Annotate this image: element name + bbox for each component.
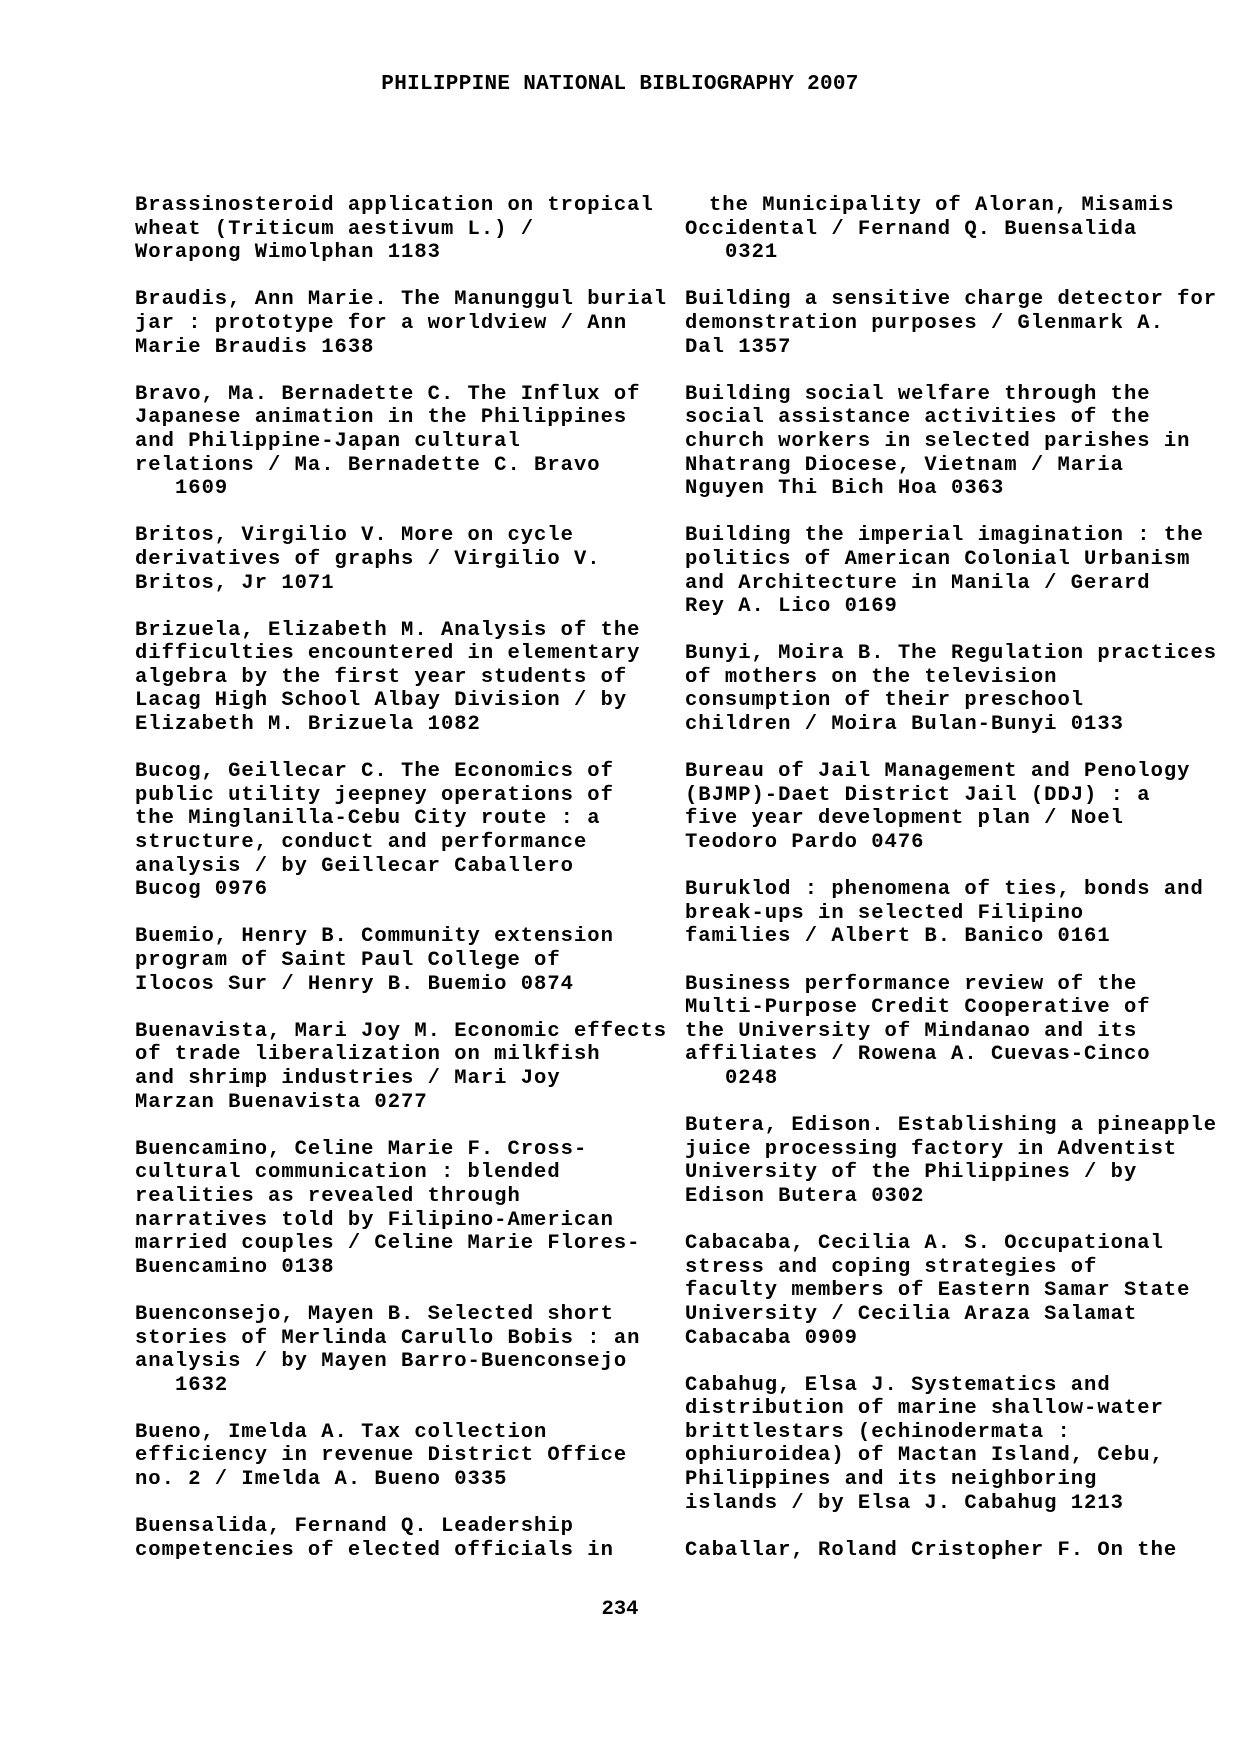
- entry-line: Building the imperial imagination : the: [685, 524, 1204, 548]
- entry-line: the Municipality of Aloran, Misamis: [709, 194, 1175, 217]
- bibliography-entry: [685, 760, 1195, 854]
- entry-line: Buencamino 0138: [135, 1255, 335, 1279]
- entry-line: children / Moira Bulan-Bunyi 0133: [685, 713, 1124, 737]
- entry-line: Multi-Purpose Credit Cooperative of: [685, 996, 1151, 1020]
- entry-line: Nhatrang Diocese, Vietnam / Maria: [685, 453, 1124, 477]
- entry-line: analysis / by Mayen Barro-Buenconsejo: [135, 1350, 628, 1374]
- entry-line: demonstration purposes / Glenmark A.: [685, 311, 1164, 335]
- entry-line: Philippines and its neighboring: [685, 1468, 1098, 1492]
- bibliography-entry: [685, 288, 1218, 359]
- entry-line: Buensalida, Fernand Q. Leadership: [135, 1515, 574, 1539]
- entry-line: Brizuela, Elizabeth M. Analysis of the: [135, 618, 641, 642]
- entry-line: jar : prototype for a worldview / Ann: [135, 311, 628, 335]
- bibliography-entry: [135, 383, 645, 501]
- bibliography-entry: [135, 1303, 645, 1397]
- entry-line: no. 2 / Imelda A. Bueno 0335: [135, 1468, 508, 1492]
- bibliography-entry: [685, 1114, 1218, 1208]
- entry-line: Braudis, Ann Marie. The Manunggul burial: [135, 288, 668, 312]
- left-column: [135, 194, 668, 1586]
- entry-line: Teodoro Pardo 0476: [685, 831, 925, 855]
- entry-line: realities as revealed through: [135, 1184, 521, 1208]
- bibliography-entry: [685, 973, 1195, 1091]
- right-column: [685, 194, 1218, 1586]
- entry-line: Buruklod : phenomena of ties, bonds and: [685, 878, 1204, 902]
- entry-record-number: 1632: [175, 1373, 229, 1397]
- entry-line: difficulties encountered in elementary: [135, 642, 641, 666]
- entry-line: of mothers on the television: [685, 665, 1058, 689]
- entry-line: stories of Merlinda Carullo Bobis : an: [135, 1326, 641, 1350]
- entry-line: Cabahug, Elsa J. Systematics and: [685, 1373, 1111, 1397]
- entry-line: Caballar, Roland Cristopher F. On the: [685, 1538, 1178, 1562]
- entry-line: break-ups in selected Filipino: [685, 901, 1085, 925]
- entry-line: Bueno, Imelda A. Tax collection: [135, 1420, 548, 1444]
- entry-line: families / Albert B. Banico 0161: [685, 925, 1111, 949]
- entry-line: Elizabeth M. Brizuela 1082: [135, 713, 481, 737]
- entry-line: faculty members of Eastern Samar State: [685, 1279, 1191, 1303]
- entry-line: Britos, Jr 1071: [135, 571, 335, 595]
- entry-line: Marie Braudis 1638: [135, 335, 375, 359]
- entry-line: Butera, Edison. Establishing a pineapple: [685, 1114, 1218, 1138]
- bibliography-entry: [135, 760, 645, 902]
- entry-line: Bravo, Ma. Bernadette C. The Influx of: [135, 382, 641, 406]
- entry-line: of trade liberalization on milkfish: [135, 1043, 601, 1067]
- bibliography-entry: [685, 1232, 1195, 1350]
- entry-line: Cabacaba 0909: [685, 1326, 858, 1350]
- bibliography-entry: [135, 925, 645, 996]
- bibliography-entry: [135, 288, 668, 359]
- bibliography-entry: [135, 1019, 668, 1114]
- entry-record-number: 0321: [725, 241, 779, 265]
- entry-line: stress and coping strategies of: [685, 1255, 1098, 1279]
- entry-line: narratives told by Filipino-American: [135, 1208, 614, 1232]
- entry-line: program of Saint Paul College of: [135, 949, 561, 972]
- entry-line: Bureau of Jail Management and Penology: [685, 760, 1191, 784]
- entry-line: married couples / Celine Marie Flores-: [135, 1232, 641, 1256]
- entry-line: affiliates / Rowena A. Cuevas-Cinco: [685, 1043, 1151, 1067]
- entry-line: and Philippine-Japan cultural: [135, 429, 521, 453]
- entry-record-number: 1609: [175, 477, 229, 501]
- entry-line: juice processing factory in Adventist: [685, 1137, 1178, 1161]
- entry-line: public utility jeepney operations of: [135, 783, 614, 807]
- entry-line: Bunyi, Moira B. The Regulation practices: [685, 642, 1218, 666]
- bibliography-entry: [685, 1539, 1195, 1563]
- bibliography-entry: [685, 524, 1204, 619]
- entry-line: Buenconsejo, Mayen B. Selected short: [135, 1302, 614, 1326]
- entry-record-number: 0248: [725, 1066, 779, 1090]
- bibliography-entry: [135, 1138, 645, 1280]
- entry-line: efficiency in revenue District Office: [135, 1444, 628, 1468]
- entry-line: Buemio, Henry B. Community extension: [135, 925, 614, 949]
- entry-line: consumption of their preschool: [685, 689, 1085, 713]
- entry-line: structure, conduct and performance: [135, 831, 588, 855]
- entry-line: politics of American Colonial Urbanism: [685, 547, 1191, 571]
- entry-line: brittlestars (echinodermata :: [685, 1420, 1071, 1444]
- bibliography-entry: [135, 1515, 645, 1562]
- entry-line: Nguyen Thi Bich Hoa 0363: [685, 477, 1005, 501]
- entry-line: five year development plan / Noel: [685, 807, 1124, 831]
- entry-line: Edison Butera 0302: [685, 1184, 925, 1208]
- entry-line: ophiuroidea) of Mactan Island, Cebu,: [685, 1444, 1164, 1468]
- entry-line: islands / by Elsa J. Cabahug 1213: [685, 1491, 1124, 1515]
- entry-line: social assistance activities of the: [685, 406, 1151, 430]
- entry-line: distribution of marine shallow-water: [685, 1397, 1164, 1421]
- entry-line: derivatives of graphs / Virgilio V.: [135, 547, 601, 571]
- bibliography-entry: [135, 619, 645, 737]
- entry-line: (BJMP)-Daet District Jail (DDJ) : a: [685, 783, 1151, 807]
- entry-line: Ilocos Sur / Henry B. Buemio 0874: [135, 972, 574, 996]
- page-number: 234: [601, 1598, 639, 1621]
- bibliography-entry: [135, 1421, 645, 1492]
- entry-line: University of the Philippines / by: [685, 1161, 1138, 1185]
- entry-line: analysis / by Geillecar Caballero: [135, 854, 574, 878]
- entry-line: Buencamino, Celine Marie F. Cross-: [135, 1137, 588, 1161]
- page-header-title: PHILIPPINE NATIONAL BIBLIOGRAPHY 2007: [381, 73, 859, 96]
- entry-line: Business performance review of the: [685, 972, 1138, 996]
- entry-line: Marzan Buenavista 0277: [135, 1090, 428, 1114]
- entry-line: and Architecture in Manila / Gerard: [685, 571, 1151, 595]
- bibliography-entry: [685, 1374, 1195, 1516]
- entry-line: Buenavista, Mari Joy M. Economic effects: [135, 1019, 668, 1043]
- entry-line: Worapong Wimolphan 1183: [135, 241, 441, 265]
- entry-line: Lacag High School Albay Division / by: [135, 689, 628, 713]
- bibliography-entry: [685, 642, 1218, 737]
- entry-line: Britos, Virgilio V. More on cycle: [135, 524, 574, 548]
- entry-line: Brassinosteroid application on tropical: [135, 194, 654, 217]
- bibliography-entry: [685, 878, 1204, 949]
- entry-line: the University of Mindanao and its: [685, 1019, 1138, 1043]
- bibliography-entry: [685, 194, 1195, 265]
- entry-line: Occidental / Fernand Q. Buensalida: [685, 217, 1138, 241]
- entry-line: Japanese animation in the Philippines: [135, 406, 628, 430]
- entry-line: competencies of elected officials in: [135, 1538, 614, 1562]
- entry-line: algebra by the first year students of: [135, 665, 628, 689]
- entry-line: Building a sensitive charge detector for: [685, 288, 1218, 312]
- entry-line: church workers in selected parishes in: [685, 429, 1191, 453]
- entry-line: wheat (Triticum aestivum L.) /: [135, 217, 535, 241]
- bibliography-entry: [135, 194, 654, 265]
- entry-line: Building social welfare through the: [685, 382, 1151, 406]
- bibliography-entry: [685, 383, 1195, 501]
- entry-line: and shrimp industries / Mari Joy: [135, 1066, 561, 1090]
- entry-line: Bucog, Geillecar C. The Economics of: [135, 760, 614, 784]
- entry-line: the Minglanilla-Cebu City route : a: [135, 807, 601, 831]
- entry-line: Cabacaba, Cecilia A. S. Occupational: [685, 1232, 1164, 1256]
- entry-line: Bucog 0976: [135, 878, 269, 902]
- entry-line: Rey A. Lico 0169: [685, 595, 898, 619]
- entry-line: University / Cecilia Araza Salamat: [685, 1302, 1138, 1326]
- bibliography-entry: [135, 524, 645, 595]
- entry-line: relations / Ma. Bernadette C. Bravo: [135, 453, 601, 477]
- entry-line: Dal 1357: [685, 335, 792, 359]
- entry-line: cultural communication : blended: [135, 1161, 561, 1185]
